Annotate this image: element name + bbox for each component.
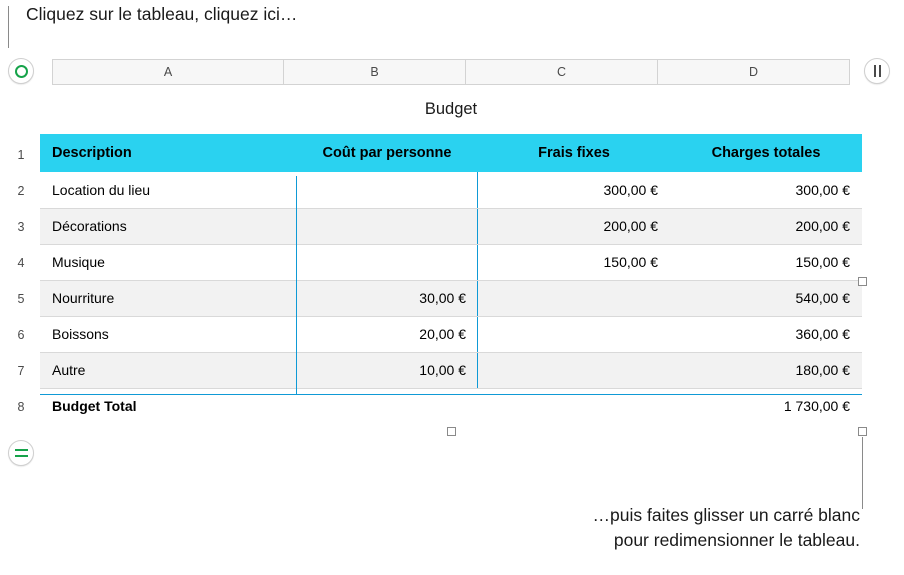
callout-bottom-line2: pour redimensionner le tableau. (613, 530, 860, 550)
cell-fixed-costs[interactable]: 150,00 € (478, 244, 670, 280)
table-row[interactable] (40, 172, 862, 208)
circle-icon (15, 65, 28, 78)
equals-icon (15, 449, 28, 457)
callout-top-text: Cliquez sur le tableau, cliquez ici… (26, 4, 298, 24)
cell-total-charges[interactable]: 180,00 € (670, 352, 862, 388)
table-select-handle[interactable] (8, 58, 34, 84)
row-gutter-spacer (8, 85, 34, 137)
cell-cost-per-person[interactable] (296, 208, 478, 244)
table-title: Budget (424, 100, 478, 118)
header-description[interactable]: Description (40, 134, 296, 172)
header-cost-per-person[interactable]: Coût par personne (296, 134, 478, 172)
row-number-4[interactable]: 4 (17, 256, 25, 270)
table-row[interactable] (40, 280, 862, 316)
column-header-d[interactable]: D (658, 59, 850, 85)
header-fixed-costs[interactable]: Frais fixes (478, 134, 670, 172)
header-total-charges[interactable]: Charges totales (670, 134, 862, 172)
cell-total-charges[interactable]: 540,00 € (670, 280, 862, 316)
column-header-a[interactable]: A (52, 59, 284, 85)
cell-cost-per-person[interactable] (296, 172, 478, 208)
cell-description[interactable]: Nourriture (40, 280, 296, 316)
column-header-b[interactable]: B (284, 59, 466, 85)
callout-top-leader-line (8, 6, 9, 48)
cell-total-charges-total[interactable]: 1 730,00 € (783, 398, 850, 415)
cell-cost-per-person[interactable]: 20,00 € (296, 316, 478, 352)
cell-fixed-costs[interactable] (478, 316, 670, 352)
cell-total-charges[interactable]: 150,00 € (670, 244, 862, 280)
row-number-6[interactable]: 6 (17, 328, 25, 342)
cell-cost-per-person[interactable]: 10,00 € (296, 352, 478, 388)
resize-handle-bottom[interactable] (447, 427, 456, 436)
resize-handle-right[interactable] (858, 277, 867, 286)
column-header-c[interactable]: C (466, 59, 658, 85)
row-number-8[interactable]: 8 (17, 400, 25, 414)
cell-description[interactable]: Musique (40, 244, 296, 280)
budget-table[interactable] (40, 100, 862, 424)
cell-total-charges[interactable]: 300,00 € (670, 172, 862, 208)
cell-fixed-costs[interactable]: 200,00 € (478, 208, 670, 244)
cell-total-charges[interactable]: 360,00 € (670, 316, 862, 352)
row-number-3[interactable]: 3 (17, 220, 25, 234)
cell-description[interactable]: Location du lieu (40, 172, 296, 208)
row-number-2[interactable]: 2 (17, 184, 25, 198)
selection-column-edge (296, 176, 297, 394)
cell-description[interactable]: Autre (40, 352, 296, 388)
callout-bottom-text (410, 503, 860, 553)
column-grip-icon (874, 65, 881, 77)
callout-bottom-line1: …puis faites glisser un carré blanc (592, 505, 860, 525)
add-column-handle[interactable] (864, 58, 890, 84)
cell-cost-per-person[interactable] (296, 244, 478, 280)
table-row[interactable] (40, 244, 862, 280)
row-number-7[interactable]: 7 (17, 364, 25, 378)
add-row-handle[interactable] (8, 440, 34, 466)
cell-cost-per-person[interactable]: 30,00 € (296, 280, 478, 316)
cell-description[interactable]: Décorations (40, 208, 296, 244)
cell-description-total[interactable]: Budget Total (52, 398, 137, 415)
table-row[interactable] (40, 316, 862, 352)
row-number-gutter[interactable] (8, 85, 34, 425)
row-number-1[interactable]: 1 (17, 148, 25, 162)
cell-fixed-costs[interactable]: 300,00 € (478, 172, 670, 208)
cell-fixed-costs[interactable] (478, 352, 670, 388)
cell-fixed-costs[interactable] (478, 280, 670, 316)
selection-bottom-edge (40, 394, 862, 395)
table-header-row (40, 134, 862, 172)
cell-total-charges[interactable]: 200,00 € (670, 208, 862, 244)
table-row[interactable] (40, 208, 862, 244)
column-header-bar[interactable] (52, 59, 862, 85)
cell-description[interactable]: Boissons (40, 316, 296, 352)
resize-handle-corner[interactable] (858, 427, 867, 436)
callout-bottom-leader-line (862, 437, 863, 509)
table-row[interactable] (40, 352, 862, 388)
row-number-5[interactable]: 5 (17, 292, 25, 306)
